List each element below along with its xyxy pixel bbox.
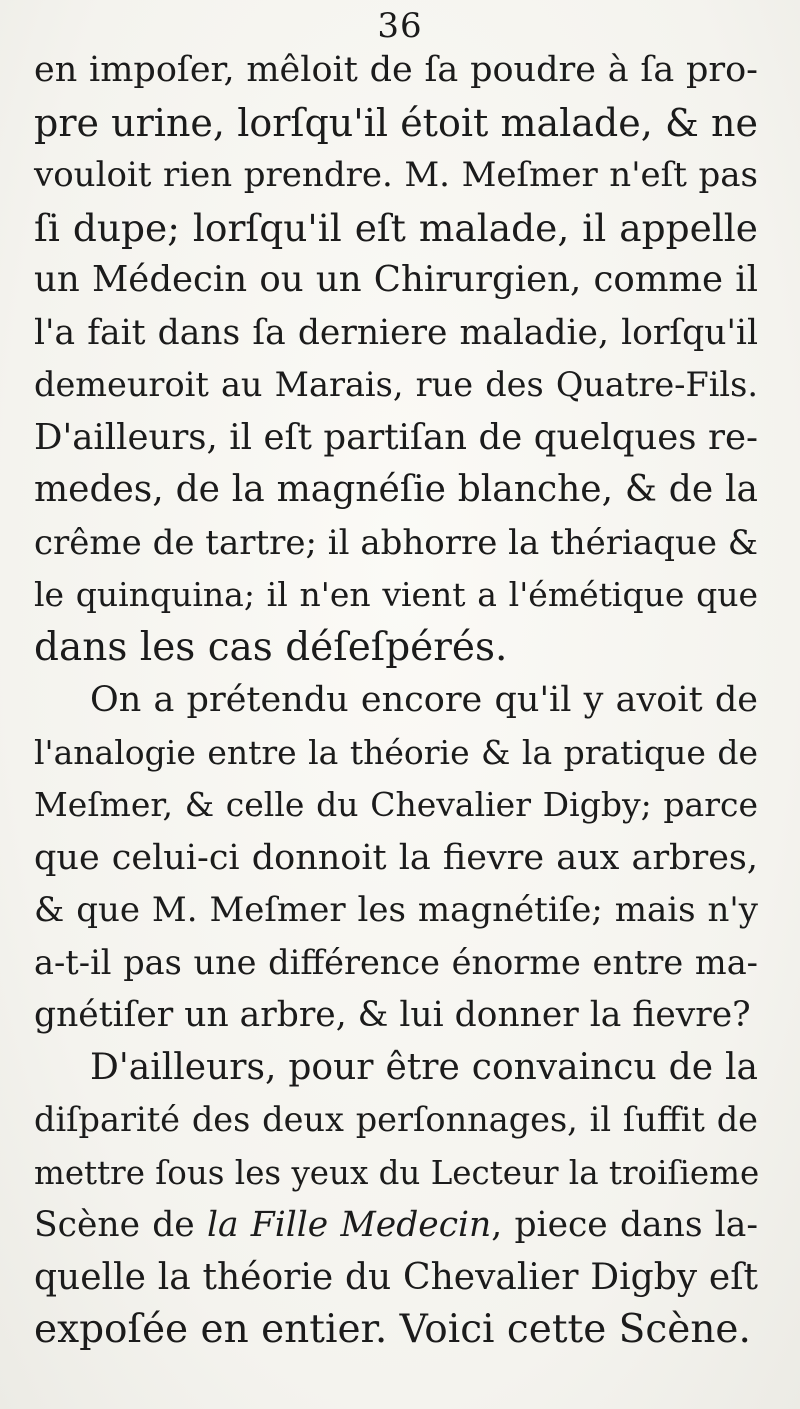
text-line: gnétiſer un arbre, & lui donner la fievre? (34, 995, 751, 1035)
text-line: pre urine, lorſqu'il étoit malade, & ne (34, 100, 758, 145)
text-line: demeuroit au Marais, rue des Quatre-Fils. (34, 365, 758, 404)
text-line: & que M. Meſmer les magnétiſe; mais n'y (34, 890, 758, 930)
text-line: D'ailleurs, il eſt partiſan de quelques re- (34, 416, 758, 458)
text-line: l'analogie entre la théorie & la pratique de (34, 732, 758, 772)
text-segment: Scène de (34, 1205, 207, 1245)
text-line: a-t-il pas une différence énorme entre ma- (34, 942, 758, 982)
text-line: mettre ſous les yeux du Lecteur la troiſieme (34, 1153, 760, 1192)
text-line: medes, de la magnéſie blanche, & de la (34, 469, 758, 510)
paragraph-start-line: D'ailleurs, pour être convaincu de la (90, 1046, 758, 1088)
body-text (34, 44, 758, 1357)
text-line: ſi dupe; lorſqu'il eſt malade, il appelle (34, 205, 758, 250)
text-line: un Médecin ou un Chirurgien, comme il (34, 259, 758, 300)
text-line: en impoſer, mêloit de ſa poudre à ſa pro- (34, 50, 758, 90)
text-line-with-title (34, 1199, 758, 1252)
page-number: 36 (377, 6, 423, 46)
text-line: Meſmer, & celle du Chevalier Digby; parce (34, 785, 758, 824)
text-line: crême de tartre; il abhorre la thériaque & (34, 522, 759, 563)
text-line: vouloit rien prendre. M. Meſmer n'eſt pas (34, 155, 758, 195)
text-segment: , piece dans la- (491, 1205, 758, 1245)
text-line: quelle la théorie du Chevalier Digby eſt (34, 1256, 758, 1298)
paragraph-start-line: On a prétendu encore qu'il y avoit de (90, 680, 758, 720)
text-line: dans les cas déſeſpérés. (34, 624, 508, 670)
play-title: la Fille Medecin (206, 1205, 492, 1245)
text-line: expoſée en entier. Voici cette Scène. (34, 1307, 751, 1352)
text-line: le quinquina; il n'en vient a l'émétique que (34, 575, 758, 614)
text-line: que celui-ci donnoit la fievre aux arbres, (34, 837, 758, 878)
text-line: l'a fait dans ſa derniere maladie, lorſqu'il (34, 312, 758, 353)
text-line: diſparité des deux perſonnages, il ſuffit de (34, 1100, 758, 1139)
